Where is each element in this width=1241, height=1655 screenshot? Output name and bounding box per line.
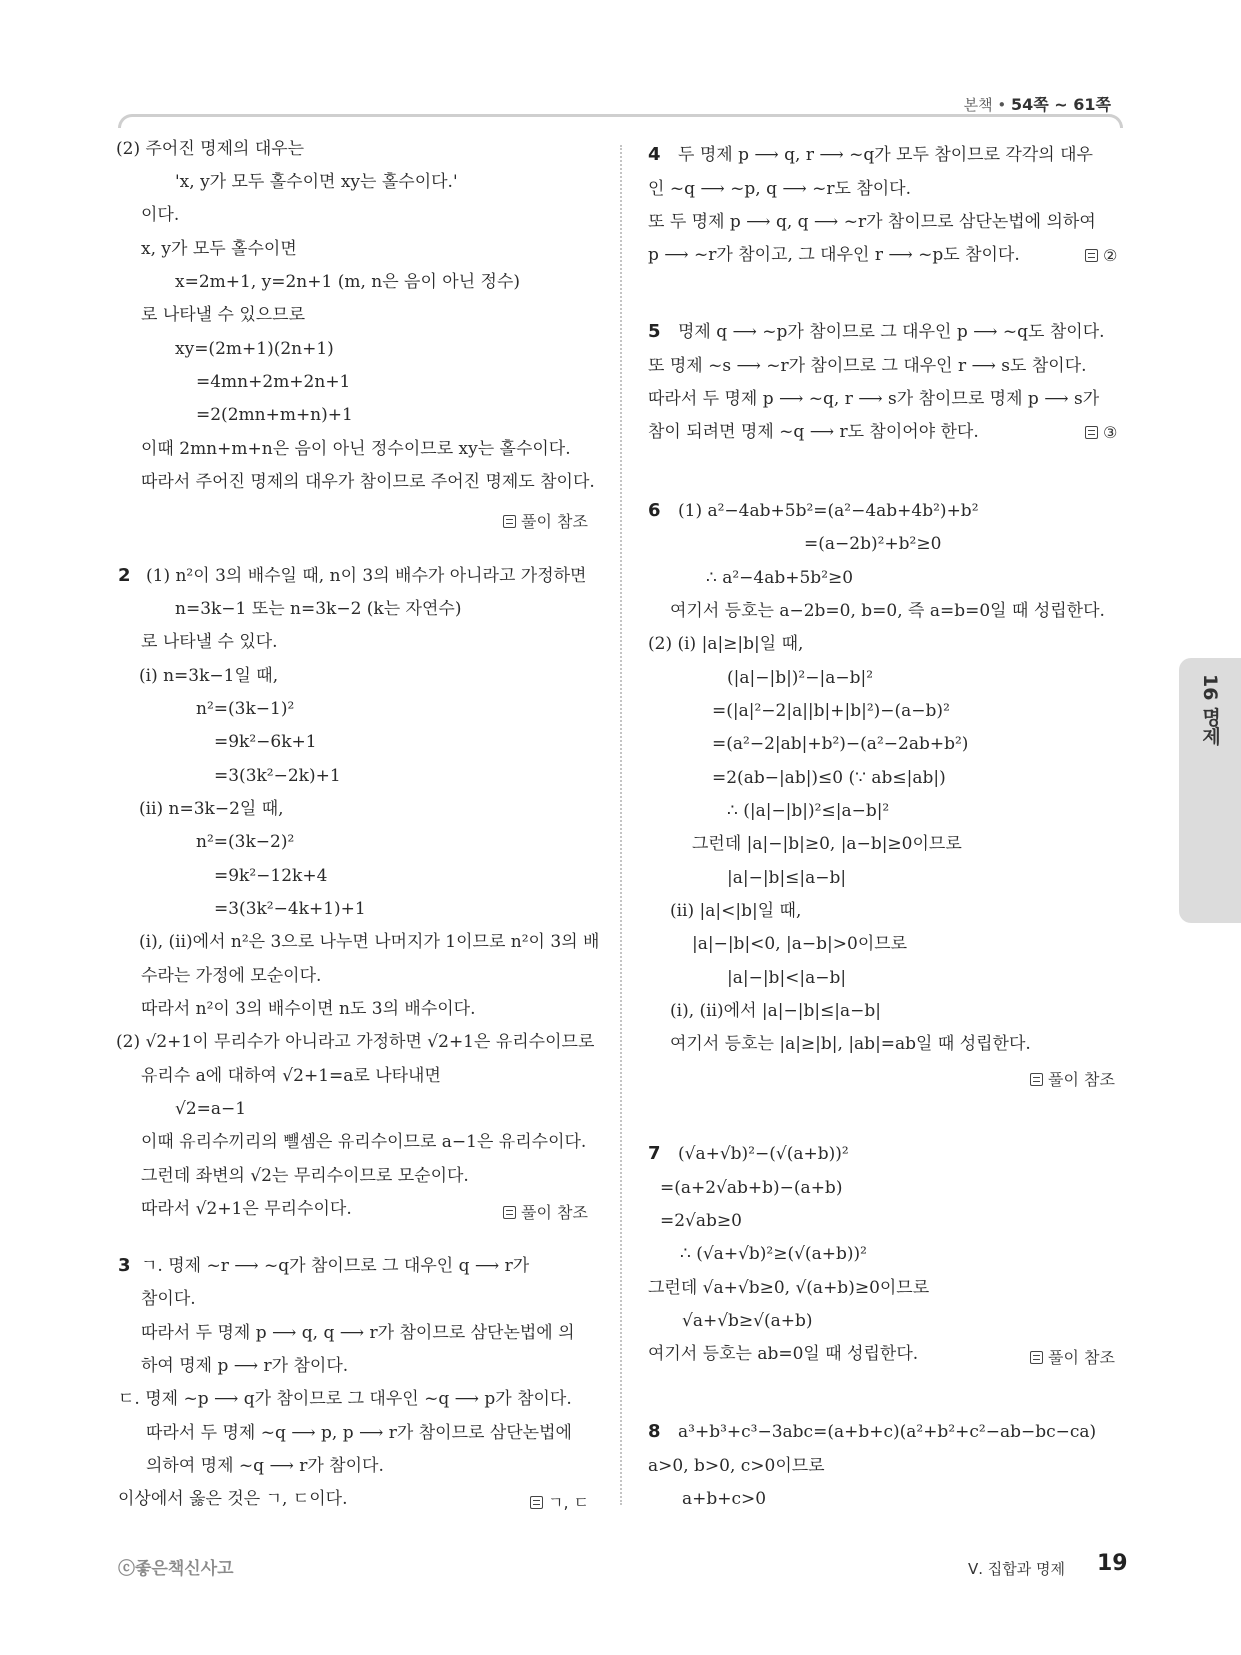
left-line: n²=(3k−1)²	[196, 699, 295, 719]
left-line: =3(3k²−4k+1)+1	[214, 899, 366, 919]
right-line: √a+√b≥√(a+b)	[682, 1311, 813, 1331]
book-label: 본책	[963, 96, 993, 114]
right-line: (ⅰ), (ⅱ)에서 |a|−|b|≤|a−b|	[670, 1001, 882, 1021]
right-line: =(a²−2|ab|+b²)−(a²−2ab+b²)	[712, 734, 969, 754]
left-line: 이다.	[141, 205, 180, 225]
answer-text: ②	[1103, 246, 1118, 265]
right-line: (2) (ⅰ) |a|≥|b|일 때,	[648, 634, 804, 654]
left-line: ㄱ. 명제 ~r ⟶ ~q가 참이므로 그 대우인 q ⟶ r가	[141, 1256, 530, 1276]
right-line: 참이 되려면 명제 ~q ⟶ r도 참이어야 한다.	[648, 422, 979, 442]
column-divider	[620, 145, 622, 1505]
page-number: 19	[1097, 1551, 1128, 1576]
footer-chapter: Ⅴ. 집합과 명제	[968, 1560, 1066, 1578]
left-line: n=3k−1 또는 n=3k−2 (k는 자연수)	[175, 599, 462, 619]
left-line: =4mn+2m+2n+1	[196, 372, 351, 392]
right-line: 따라서 두 명제 p ⟶ ~q, r ⟶ s가 참이므로 명제 p ⟶ s가	[648, 389, 1100, 409]
left-line: 따라서 √2+1은 무리수이다.	[141, 1199, 352, 1219]
page-range: 54쪽 ~ 61쪽	[1011, 95, 1111, 114]
right-line: 또 두 명제 p ⟶ q, q ⟶ ~r가 참이므로 삼단논법에 의하여	[648, 212, 1096, 232]
left-line: (2) 주어진 명제의 대우는	[116, 139, 305, 159]
right-line: |a|−|b|≤|a−b|	[727, 868, 847, 888]
left-line: 유리수 a에 대하여 √2+1=a로 나타내면	[141, 1066, 441, 1086]
chapter-side-tab	[1179, 658, 1241, 923]
question-number: 3	[118, 1255, 131, 1276]
right-line: (ⅱ) |a|<|b|일 때,	[670, 901, 802, 921]
left-line: (2) √2+1이 무리수가 아니라고 가정하면 √2+1은 유리수이므로	[116, 1032, 595, 1052]
right-line: a³+b³+c³−3abc=(a+b+c)(a²+b²+c²−ab−bc−ca)	[678, 1422, 1097, 1442]
left-line: =9k²−12k+4	[214, 866, 328, 886]
left-line: 참이다.	[141, 1289, 196, 1309]
answer-text: ㄱ, ㄷ	[548, 1493, 590, 1512]
left-line: 따라서 주어진 명제의 대우가 참이므로 주어진 명제도 참이다.	[141, 472, 595, 492]
left-line: 수라는 가정에 모순이다.	[141, 966, 322, 986]
header-separator: •	[997, 96, 1007, 114]
right-line: 여기서 등호는 a−2b=0, b=0, 즉 a=b=0일 때 성립한다.	[670, 601, 1105, 621]
question-number: 4	[648, 144, 661, 165]
left-line: xy=(2m+1)(2n+1)	[175, 339, 334, 359]
right-line: =2√ab≥0	[660, 1211, 742, 1231]
right-line: =(|a|²−2|a||b|+|b|²)−(a−b)²	[712, 701, 950, 721]
answer-icon	[1030, 1073, 1043, 1086]
chapter-side-tab-label: 16 명제	[1199, 674, 1221, 746]
left-line: 따라서 두 명제 p ⟶ q, q ⟶ r가 참이므로 삼단논법에 의	[141, 1323, 575, 1343]
right-line: 그런데 |a|−|b|≥0, |a−b|≥0이므로	[692, 834, 962, 854]
publisher-logo: ⓒ좋은책신사고	[118, 1559, 234, 1579]
answer-icon	[1085, 426, 1098, 439]
left-line: 로 나타낼 수 있으므로	[141, 305, 306, 325]
answer-icon	[1085, 249, 1098, 262]
left-line: 로 나타낼 수 있다.	[141, 632, 278, 652]
question-number: 6	[648, 500, 661, 521]
right-line: =(a+2√ab+b)−(a+b)	[660, 1178, 843, 1198]
answer-q4	[1085, 246, 1117, 265]
question-number: 7	[648, 1143, 661, 1164]
left-line: 의하여 명제 ~q ⟶ r가 참이다.	[146, 1456, 384, 1476]
answer-icon	[530, 1496, 543, 1509]
left-line: x=2m+1, y=2n+1 (m, n은 음이 아닌 정수)	[175, 272, 521, 292]
right-line: 그런데 √a+√b≥0, √(a+b)≥0이므로	[648, 1278, 930, 1298]
right-line: (1) a²−4ab+5b²=(a²−4ab+4b²)+b²	[678, 501, 979, 521]
left-line: (ⅱ) n=3k−2일 때,	[139, 799, 284, 819]
answer-text: 풀이 참조	[521, 1203, 588, 1222]
right-line: |a|−|b|<|a−b|	[727, 968, 847, 988]
left-line: 따라서 두 명제 ~q ⟶ p, p ⟶ r가 참이므로 삼단논법에	[146, 1423, 572, 1443]
right-line: a+b+c>0	[682, 1489, 767, 1509]
left-line: 이때 유리수끼리의 뺄셈은 유리수이므로 a−1은 유리수이다.	[141, 1132, 587, 1152]
left-line: n²=(3k−2)²	[196, 832, 295, 852]
left-line: (ⅰ), (ⅱ)에서 n²은 3으로 나누면 나머지가 1이므로 n²이 3의 배	[139, 932, 600, 952]
left-line: =2(2mn+m+n)+1	[196, 405, 353, 425]
right-line: a>0, b>0, c>0이므로	[648, 1456, 825, 1476]
left-line: =3(3k²−2k)+1	[214, 766, 341, 786]
right-line: 여기서 등호는 |a|≥|b|, |ab|=ab일 때 성립한다.	[670, 1034, 1031, 1054]
right-line: (√a+√b)²−(√(a+b))²	[678, 1144, 849, 1164]
right-line: 또 명제 ~s ⟶ ~r가 참이므로 그 대우인 r ⟶ s도 참이다.	[648, 356, 1087, 376]
right-line: 명제 q ⟶ ~p가 참이므로 그 대우인 p ⟶ ~q도 참이다.	[678, 322, 1105, 342]
right-line: ∴ a²−4ab+5b²≥0	[706, 568, 854, 588]
page-range-header	[964, 92, 1111, 115]
answer-text: 풀이 참조	[1048, 1070, 1115, 1089]
right-line: ∴ (|a|−|b|)²≤|a−b|²	[727, 801, 890, 821]
answer-q1	[503, 509, 588, 532]
left-line: (ⅰ) n=3k−1일 때,	[139, 666, 279, 686]
answer-q5	[1085, 423, 1117, 442]
right-line: 여기서 등호는 ab=0일 때 성립한다.	[648, 1344, 919, 1364]
right-line: p ⟶ ~r가 참이고, 그 대우인 r ⟶ ~p도 참이다.	[648, 245, 1020, 265]
answer-q6	[1030, 1067, 1115, 1090]
question-number: 2	[118, 565, 131, 586]
answer-text: 풀이 참조	[1048, 1348, 1115, 1367]
left-line: 이상에서 옳은 것은 ㄱ, ㄷ이다.	[118, 1489, 348, 1509]
answer-q7	[1030, 1345, 1115, 1368]
left-line: 'x, y가 모두 홀수이면 xy는 홀수이다.'	[175, 172, 458, 192]
top-rule	[118, 114, 1123, 128]
right-line: |a|−|b|<0, |a−b|>0이므로	[692, 934, 908, 954]
left-line: 이때 2mn+m+n은 음이 아닌 정수이므로 xy는 홀수이다.	[141, 439, 571, 459]
right-line: 인 ~q ⟶ ~p, q ⟶ ~r도 참이다.	[648, 179, 911, 199]
right-line: =2(ab−|ab|)≤0 (∵ ab≤|ab|)	[712, 768, 946, 788]
left-line: (1) n²이 3의 배수일 때, n이 3의 배수가 아니라고 가정하면	[146, 566, 587, 586]
right-line: ∴ (√a+√b)²≥(√(a+b))²	[680, 1244, 867, 1264]
answer-q3	[530, 1490, 589, 1513]
right-line: 두 명제 p ⟶ q, r ⟶ ~q가 모두 참이므로 각각의 대우	[678, 145, 1093, 165]
answer-icon	[503, 515, 516, 528]
left-line: 그런데 좌변의 √2는 무리수이므로 모순이다.	[141, 1166, 469, 1186]
question-number: 8	[648, 1421, 661, 1442]
left-line: =9k²−6k+1	[214, 732, 317, 752]
left-line: ㄷ. 명제 ~p ⟶ q가 참이므로 그 대우인 ~q ⟶ p가 참이다.	[118, 1389, 572, 1409]
left-line: 하여 명제 p ⟶ r가 참이다.	[141, 1356, 349, 1376]
answer-icon	[503, 1206, 516, 1219]
right-line: =(a−2b)²+b²≥0	[804, 534, 942, 554]
answer-text: 풀이 참조	[521, 512, 588, 531]
answer-q2	[503, 1200, 588, 1223]
left-line: √2=a−1	[175, 1099, 247, 1119]
answer-text: ③	[1103, 423, 1118, 442]
left-line: 따라서 n²이 3의 배수이면 n도 3의 배수이다.	[141, 999, 476, 1019]
left-line: x, y가 모두 홀수이면	[141, 239, 297, 259]
question-number: 5	[648, 321, 661, 342]
answer-icon	[1030, 1351, 1043, 1364]
right-line: (|a|−|b|)²−|a−b|²	[727, 668, 874, 688]
